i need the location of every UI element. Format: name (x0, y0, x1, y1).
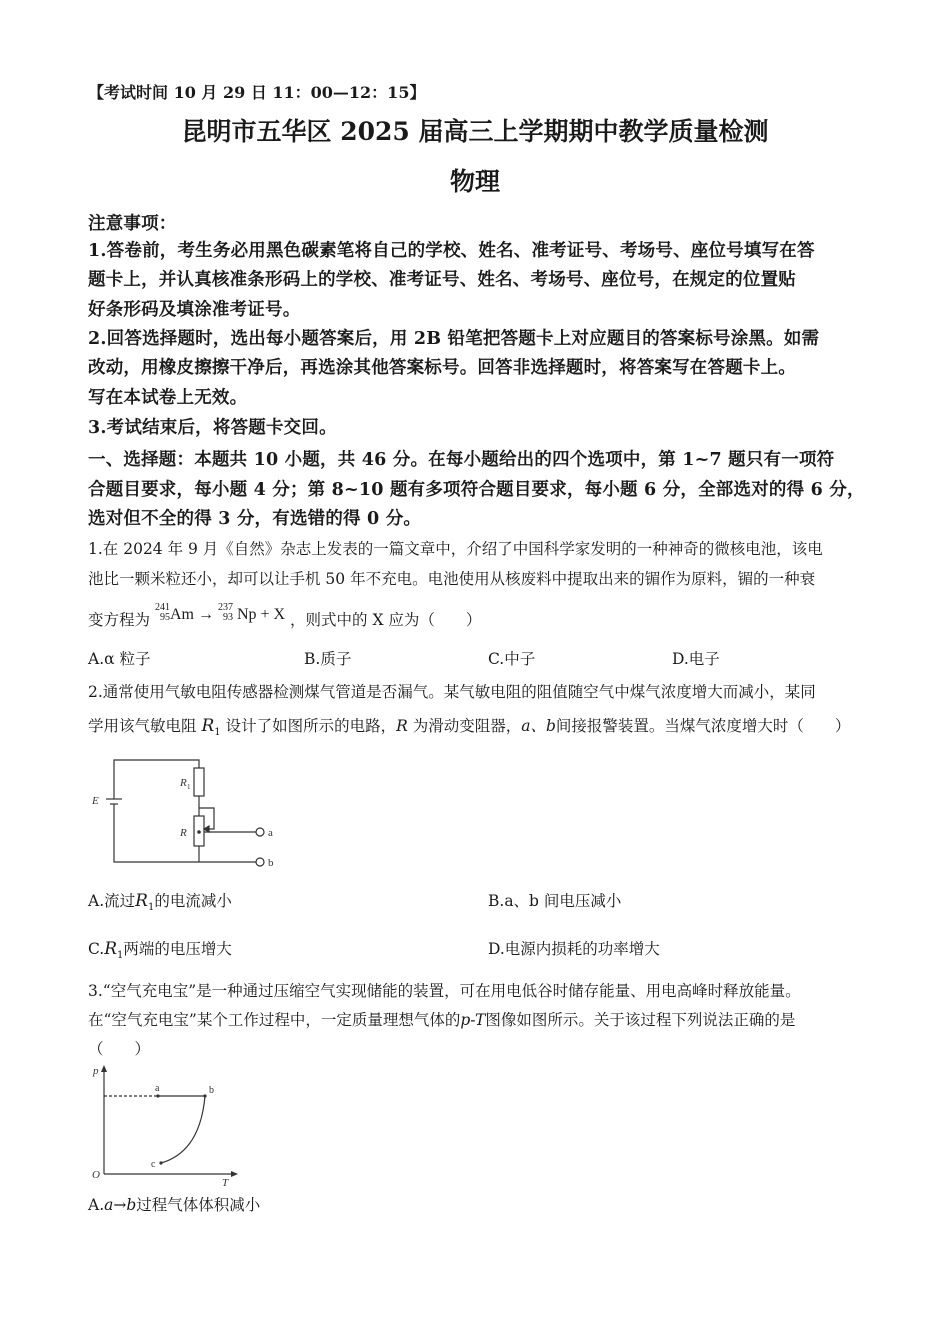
q2-line-1: 2.通常使用气敏电阻传感器检测煤气管道是否漏气。某气敏电阻的阻值随空气中煤气浓度增大而减小，某同 (88, 683, 816, 701)
label-o: O (92, 1169, 100, 1181)
r1-symbol: R (104, 939, 118, 959)
np-mass-number: 237 (217, 602, 233, 614)
page-title: 昆明市五华区 2025 届高三上学期期中教学质量检测 (181, 117, 769, 146)
label-e: E (92, 795, 99, 807)
note-3: 3.考试结束后，将答题卡交回。 (88, 418, 337, 438)
ab-symbols: a、b (521, 717, 556, 735)
section1-line-2: 合题目要求，每小题 4 分；第 8~10 题有多项符合题目要求，每小题 6 分，全部选对的得 6 分， (88, 480, 865, 500)
label-r: R (180, 827, 187, 839)
am-symbol: Am (169, 606, 194, 624)
point-c (159, 1161, 162, 1164)
q3-line-2-b: 图像如图所示。关于该过程下列说法正确的是 (485, 1011, 796, 1029)
r-symbol: R (396, 717, 408, 735)
q1-line-3-prefix: 变方程为 (88, 611, 151, 629)
q2-option-a-post: 的电流减小 (154, 892, 232, 910)
q2-line-2-b: 设计了如图所示的电路， (225, 717, 397, 735)
q2-line-2-d: 间接报警装置。当煤气浓度增大时（ ） (555, 717, 851, 735)
q2-line-2 (88, 714, 850, 738)
note-2-line-3: 写在本试卷上无效。 (88, 388, 248, 408)
label-r1-sub: 1 (187, 783, 191, 791)
label-b: b (209, 1085, 214, 1096)
subject-title: 物理 (449, 167, 500, 196)
note-1-line-2: 题卡上，并认真核准条形码上的学校、准考证号、姓名、考场号、座位号，在规定的位置贴 (88, 270, 796, 290)
pt-graph (88, 1062, 268, 1189)
r1-subscript: 1 (214, 727, 221, 739)
terminal-a (256, 828, 264, 836)
q1-option-c[interactable]: C.中子 (488, 650, 536, 668)
note-2-line-1: 2.回答选择题时，选出每小题答案后，用 2B 铅笔把答题卡上对应题目的答案标号涂黑。如需 (88, 329, 820, 349)
label-r1: R (180, 777, 187, 789)
curve-bc (161, 1096, 205, 1163)
q3-line-3: （ ） (88, 1040, 151, 1058)
q2-option-a-pre: A.流过 (88, 892, 136, 910)
r1-subscript: 1 (117, 950, 124, 962)
q2-option-d[interactable]: D.电源内损耗的功率增大 (488, 940, 660, 958)
am-mass-number: 241 (154, 602, 170, 614)
label-b: b (268, 857, 274, 869)
note-1-line-1: 1.答卷前，考生务必用黑色碳素笔将自己的学校、姓名、准考证号、考场号、座位号填写在答 (88, 241, 815, 261)
point-a (156, 1094, 159, 1097)
q2-option-c-post: 两端的电压增大 (123, 940, 232, 958)
q2-line-2-c: 为滑动变阻器， (412, 717, 522, 735)
note-2-line-2: 改动，用橡皮擦擦干净后，再选涂其他答案标号。回答非选择题时，将答案写在答题卡上。 (88, 358, 796, 378)
point-b (203, 1094, 206, 1097)
q3-option-a[interactable] (88, 1193, 260, 1215)
resistor-r1 (194, 768, 204, 796)
pt-symbol: p-T (460, 1011, 486, 1029)
np-charge-number: 93 (222, 612, 233, 624)
label-p: p (93, 1065, 99, 1077)
q2-option-c[interactable] (88, 937, 232, 961)
decay-equation (154, 602, 286, 625)
section1-line-1: 一、选择题：本题共 10 小题，共 46 分。在每小题给出的四个选项中，第 1~7 题只有一项符 (88, 450, 835, 470)
q1-line-2: 池比一颗米粒还小，却可以让手机 50 年不充电。电池使用从核废料中提取出来的镅作为原料，镅的一种衰 (88, 570, 816, 588)
terminal-b (256, 858, 264, 866)
q2-option-c-pre: C. (88, 940, 105, 958)
section1-line-3: 选对但不全的得 3 分，有选错的得 0 分。 (88, 509, 422, 529)
label-a: a (155, 1083, 160, 1094)
q1-line-1: 1.在 2024 年 9 月《自然》杂志上发表的一篇文章中，介绍了中国科学家发明的一种神奇的微核电池，该电 (88, 540, 823, 558)
r1-subscript: 1 (147, 902, 155, 914)
exam-time: 【考试时间 10 月 29 日 11：00—12：15】 (88, 83, 426, 102)
q1-line-3-suffix: ，则式中的 X 应为（ ） (290, 611, 482, 629)
q1-option-d[interactable]: D.电子 (672, 650, 720, 668)
label-c: c (151, 1159, 156, 1170)
q3-line-1: 3.“空气充电宝”是一种通过压缩空气实现储能的装置，可在用电低谷时储存能量、用电高峰时释放能量。 (88, 982, 801, 1000)
r1-symbol: R (135, 891, 148, 911)
r1-symbol: R (201, 716, 215, 736)
label-a: a (268, 827, 273, 839)
q1-line-3 (88, 600, 481, 632)
q3-option-a-post: 过程气体体积减小 (136, 1196, 261, 1214)
q3-line-2 (88, 1008, 795, 1030)
q2-line-2-a: 学用该气敏电阻 (88, 717, 197, 735)
circuit-diagram (86, 754, 286, 869)
q1-option-b[interactable]: B.质子 (304, 650, 352, 668)
q2-option-a[interactable] (88, 889, 232, 913)
am-charge-number: 95 (159, 612, 170, 624)
label-t: T (222, 1177, 229, 1189)
q1-option-a[interactable]: A.α 粒子 (88, 650, 151, 668)
q3-option-a-pre: A. (88, 1196, 105, 1214)
note-1-line-3: 好条形码及填涂准考证号。 (88, 300, 301, 320)
notes-heading: 注意事项： (88, 214, 177, 234)
arrow: → (197, 606, 214, 624)
np-plus-x: Np + X (236, 606, 286, 624)
q2-option-b[interactable]: B.a、b 间电压减小 (488, 892, 622, 910)
q3-line-2-a: 在“空气充电宝”某个工作过程中，一定质量理想气体的 (88, 1011, 461, 1029)
a-to-b: a→b (104, 1196, 137, 1214)
